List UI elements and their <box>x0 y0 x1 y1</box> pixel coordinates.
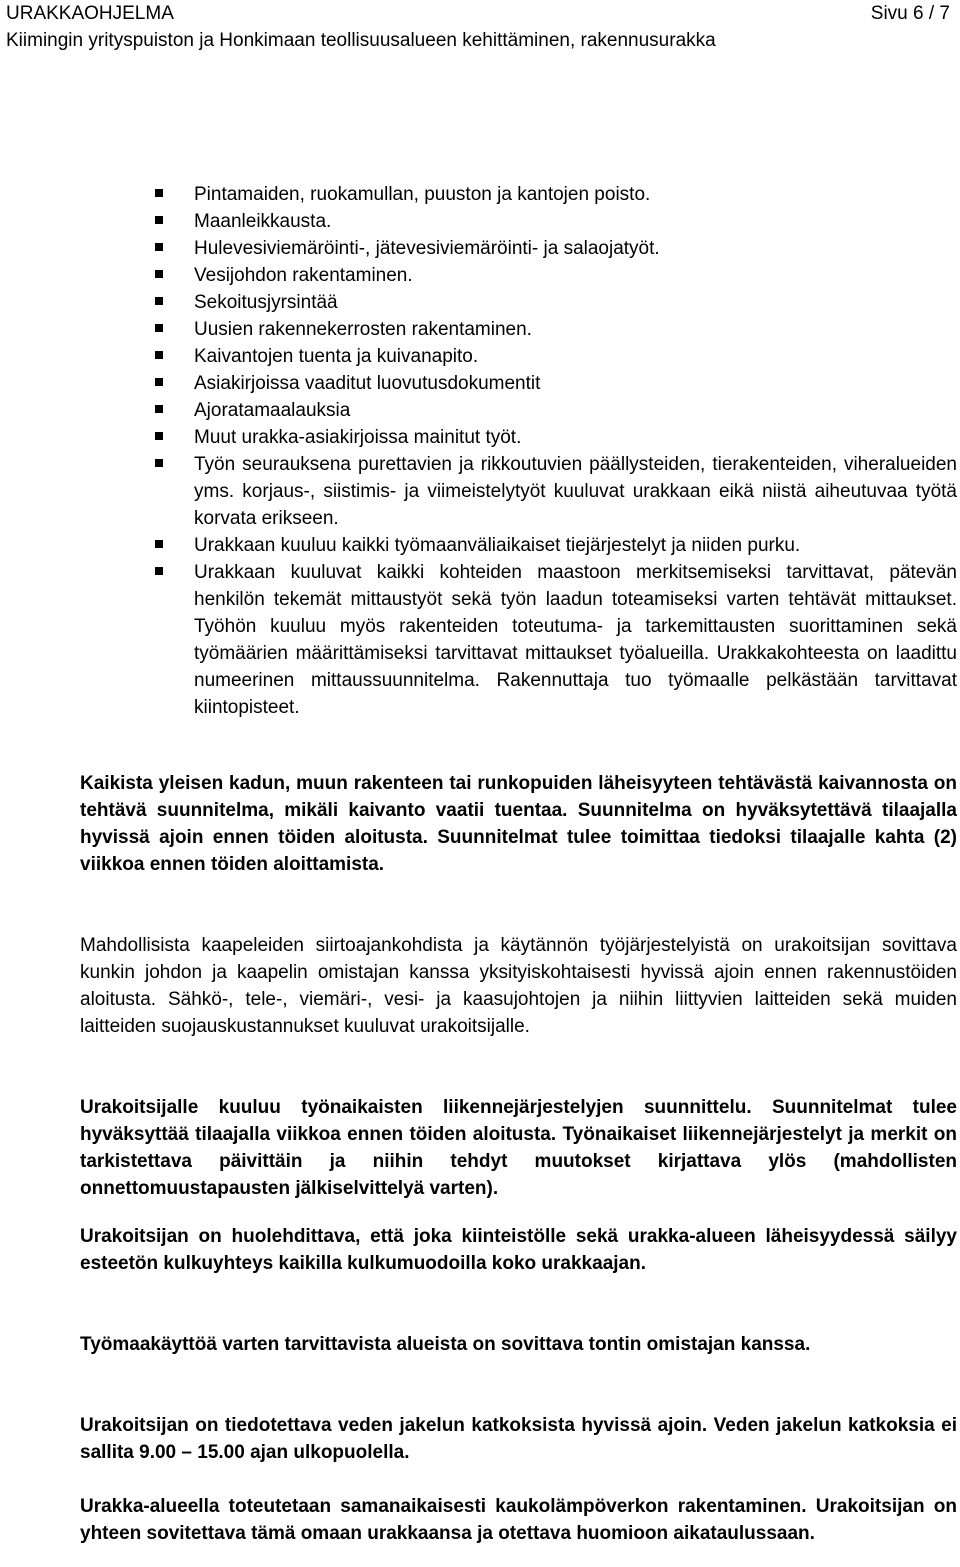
bullet-square-icon <box>155 243 163 251</box>
bullet-square-icon <box>155 459 163 467</box>
page-header <box>6 0 950 54</box>
bullet-square-icon <box>155 405 163 413</box>
bullet-square-icon <box>155 270 163 278</box>
list-item: Muut urakka-asiakirjoissa mainitut työt. <box>153 424 957 451</box>
paragraph-cable-relocation: Mahdollisista kaapeleiden siirtoajankohdista ja käytännön työjärjestelyistä on urakoitsijan sovittava kunkin johdon ja kaapelin omistajan kanssa yksityiskohtaisesti hyvissä ajoin ennen rakennustöiden aloitusta. Sähkö-, tele-, viemäri-, vesi- ja kaasujohtojen ja niihin liittyvien laitteiden sekä muiden laitteiden suojauskustannukset kuuluvat urakoitsijalle. <box>80 935 957 1037</box>
page-number: Sivu 6 / 7 <box>870 3 950 24</box>
bullet-square-icon <box>155 432 163 440</box>
project-subtitle: Kiimingin yrityspuiston ja Honkimaan teollisuusalueen kehittäminen, rakennusurakka <box>6 30 716 51</box>
list-item: Uusien rakennekerrosten rakentaminen. <box>153 316 957 343</box>
bullet-square-icon <box>155 378 163 386</box>
list-item: Sekoitusjyrsintää <box>153 289 957 316</box>
list-item: Vesijohdon rakentaminen. <box>153 262 957 289</box>
paragraph-traffic-arrangements: Urakoitsijalle kuuluu työnaikaisten liikennejärjestelyjen suunnittelu. Suunnitelmat tulee hyväksyttää tilaajalla viikkoa ennen töiden aloitusta. Työnaikaiset liikennejärjestelyt ja merkit on tarkistettava päivittäin ja niihin tehdyt muutokset kirjattava ylös (mahdollisten onnettomuustapausten jälkiselvittelyä varten). <box>80 1097 957 1199</box>
list-item: Työn seurauksena purettavien ja rikkoutuvien päällysteiden, tierakenteiden, viheralueiden yms. korjaus-, siistimis- ja viimeistelytyöt kuuluvat urakkaan eikä niistä aiheutuvaa työtä korvata erikseen. <box>153 451 957 532</box>
list-item: Asiakirjoissa vaaditut luovutusdokumentit <box>153 370 957 397</box>
list-item: Kaivantojen tuenta ja kuivanapito. <box>153 343 957 370</box>
paragraph-excavation-plan: Kaikista yleisen kadun, muun rakenteen tai runkopuiden läheisyyteen tehtävästä kaivannosta on tehtävä suunnitelma, mikäli kaivanto vaatii tuentaa. Suunnitelma on hyväksytettävä tilaajalla hyvissä ajoin ennen töiden aloitusta. Suunnitelmat tulee toimittaa tiedoksi tilaajalle kahta (2) viikkoa ennen töiden aloittamista. <box>80 773 957 875</box>
bullet-square-icon <box>155 567 163 575</box>
bullet-square-icon <box>155 297 163 305</box>
list-item: Maanleikkausta. <box>153 208 957 235</box>
list-item: Urakkaan kuuluu kaikki työmaanväliaikaiset tiejärjestelyt ja niiden purku. <box>153 532 957 559</box>
list-item: Hulevesiviemäröinti-, jätevesiviemäröinti- ja salaojatyöt. <box>153 235 957 262</box>
paragraph-access-route: Urakoitsijan on huolehdittava, että joka kiinteistölle sekä urakka-alueen läheisyydessä säilyy esteetön kulkuyhteys kaikilla kulkumuodoilla koko urakkaajan. <box>80 1226 957 1274</box>
paragraph-site-areas: Työmaakäyttöä varten tarvittavista alueista on sovittava tontin omistajan kanssa. <box>80 1334 811 1355</box>
list-item: Urakkaan kuuluvat kaikki kohteiden maastoon merkitsemiseksi tarvittavat, pätevän henkilön tekemät mittaustyöt sekä työn laadun toteamiseksi varten tehtävät mittaukset. Työhön kuuluu myös rakenteiden toteutuma- ja tarkemittausten suorittaminen sekä työmäärien määrittämiseksi tarvittavat mittaukset työalueilla. Urakkakohteesta on laadittu numeerinen mittaussuunnitelma. Rakennuttaja tuo työmaalle pelkästään tarvittavat kiintopisteet. <box>153 559 957 721</box>
bullet-square-icon <box>155 189 163 197</box>
bullet-square-icon <box>155 351 163 359</box>
bullet-square-icon <box>155 216 163 224</box>
list-item: Ajoratamaalauksia <box>153 397 957 424</box>
bullet-square-icon <box>155 540 163 548</box>
list-item: Pintamaiden, ruokamullan, puuston ja kantojen poisto. <box>153 181 957 208</box>
paragraph-water-supply-breaks: Urakoitsijan on tiedotettava veden jakelun katkoksista hyvissä ajoin. Veden jakelun katkoksia ei sallita 9.00 – 15.00 ajan ulkopuolella. <box>80 1415 957 1463</box>
work-items-list <box>153 181 957 721</box>
bullet-square-icon <box>155 324 163 332</box>
document-title: URAKKAOHJELMA <box>6 3 174 24</box>
paragraph-district-heating: Urakka-alueella toteutetaan samanaikaisesti kaukolämpöverkon rakentaminen. Urakoitsijan on yhteen sovitettava tämä omaan urakkaansa ja otettava huomioon aikataulussaan. <box>80 1496 957 1544</box>
